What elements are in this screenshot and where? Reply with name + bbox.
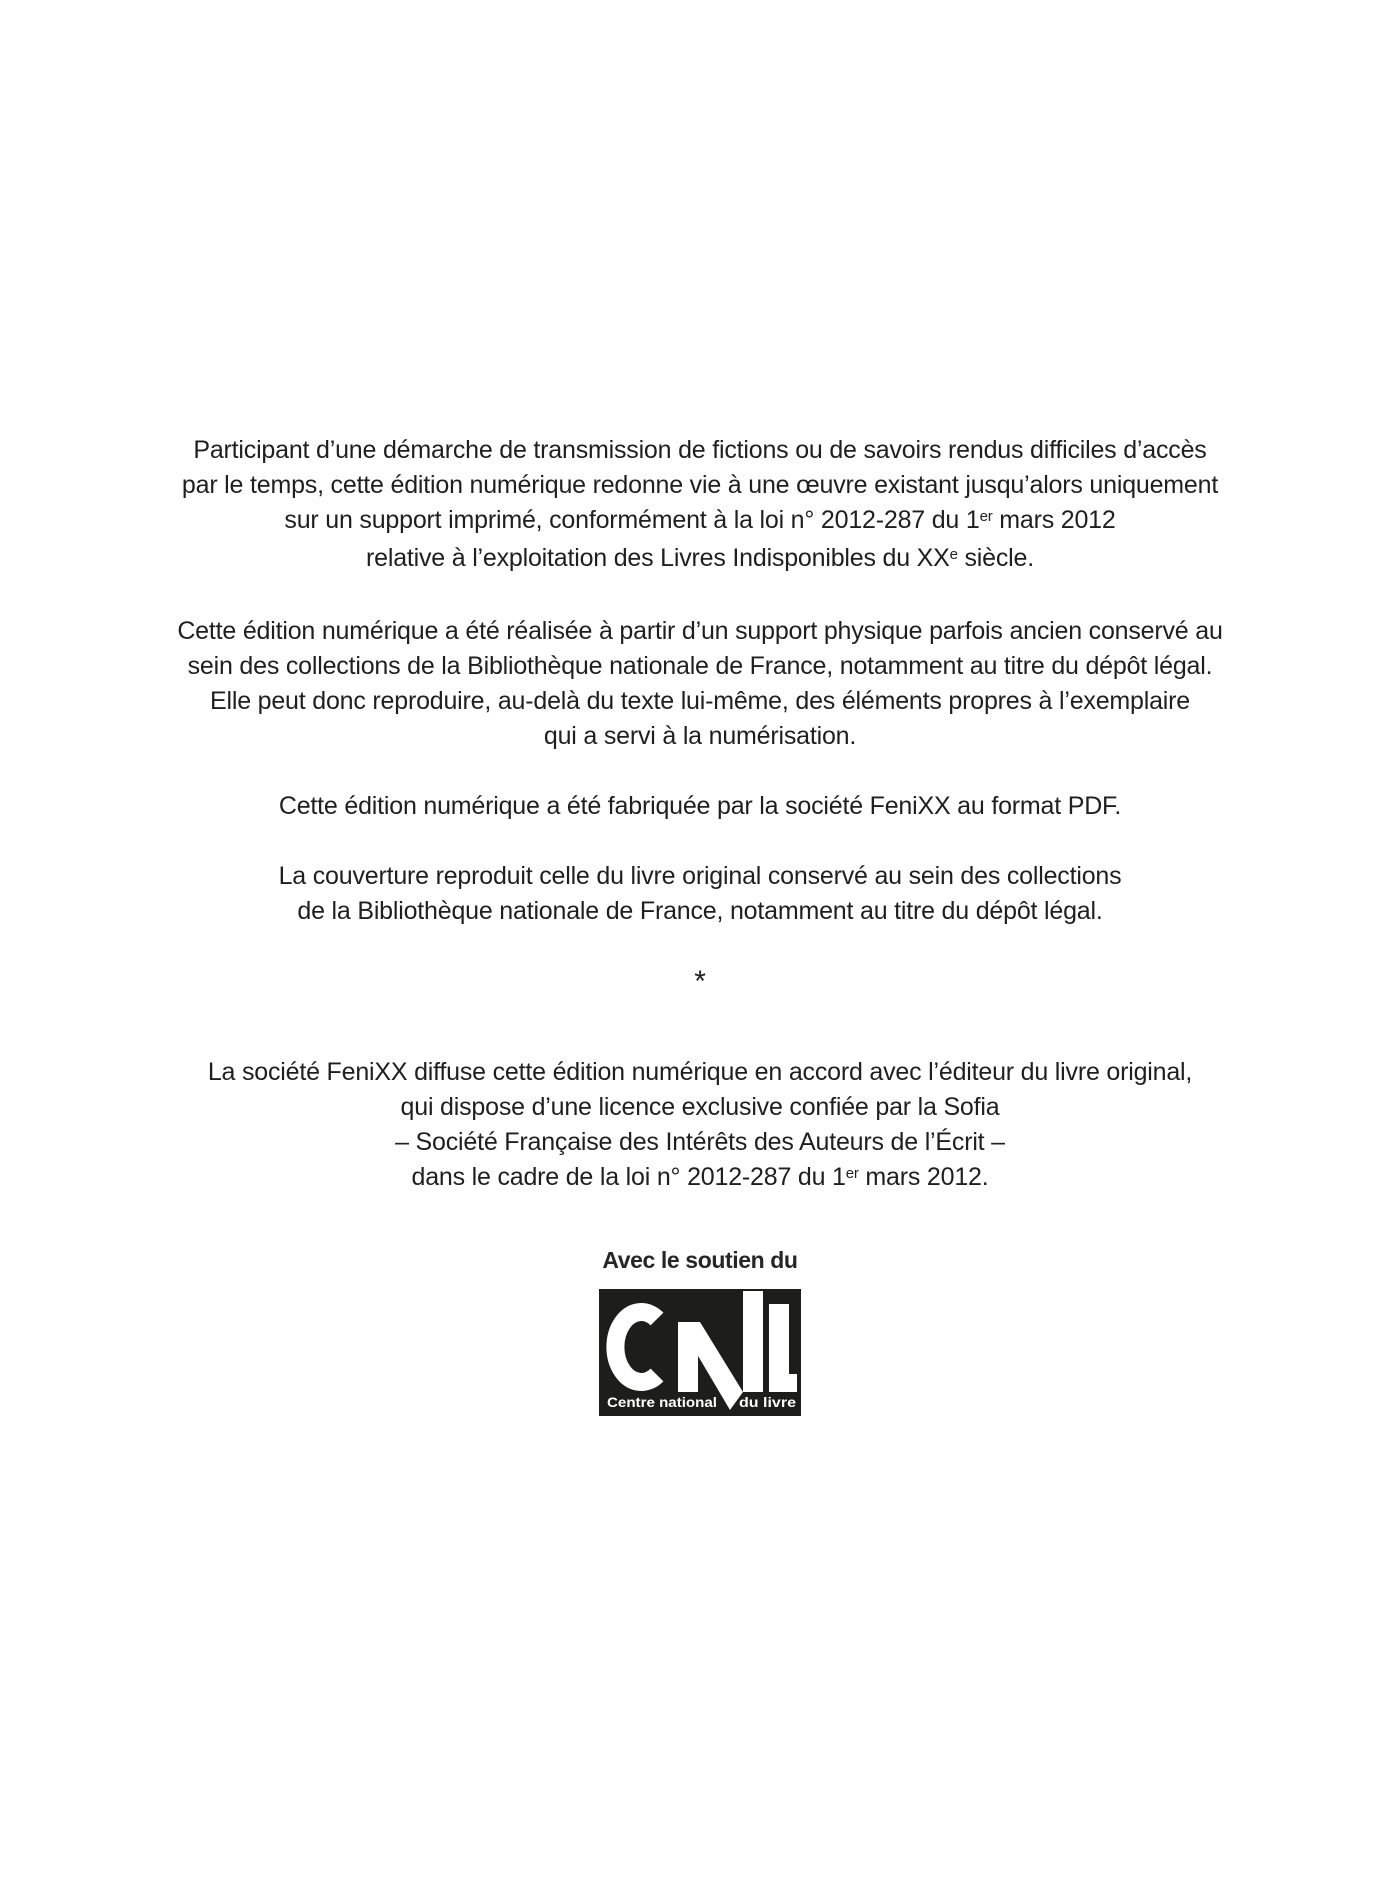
text-line: – Société Française des Intérêts des Auteurs de l’Écrit – xyxy=(395,1128,1005,1156)
paragraph-fenixx-pdf xyxy=(0,789,1400,824)
text-line: La société FeniXX diffuse cette édition numérique en accord avec l’éditeur du livre original, xyxy=(207,1058,1193,1086)
paragraph-diffusion-license xyxy=(0,1055,1400,1198)
text-line: La couverture reproduit celle du livre original conservé au sein des collections xyxy=(278,862,1122,890)
paragraph-source-bnf xyxy=(0,614,1400,754)
superscript: e xyxy=(949,546,958,564)
text-line: Cette édition numérique a été fabriquée par la société FeniXX au format PDF. xyxy=(278,792,1122,820)
text-line: dans le cadre de la loi n° 2012-287 du 1er mars 2012. xyxy=(411,1163,989,1191)
cnl-caption-left: Centre national xyxy=(607,1394,717,1410)
letter-n-right-stem xyxy=(743,1291,763,1392)
text-line: relative à l’exploitation des Livres Indisponibles du XXe siècle. xyxy=(366,544,1034,572)
text-line: Participant d’une démarche de transmission de fictions ou de savoirs rendus difficiles d’accès xyxy=(193,436,1207,464)
edition-notice xyxy=(0,433,1400,1233)
paragraph-legal-framework xyxy=(0,433,1400,579)
text-line: sur un support imprimé, conformément à la loi n° 2012-287 du 1er mars 2012 xyxy=(284,506,1116,534)
text-line: qui a servi à la numérisation. xyxy=(543,722,857,750)
cnl-logo xyxy=(599,1289,801,1416)
text-line: sein des collections de la Bibliothèque nationale de France, notamment au titre du dépôt légal. xyxy=(187,652,1213,680)
text-line: qui dispose d’une licence exclusive confiée par la Sofia xyxy=(400,1093,1000,1121)
cnl-caption-right: du livre xyxy=(739,1394,797,1410)
superscript: er xyxy=(845,1165,859,1183)
paragraph-cover xyxy=(0,859,1400,929)
cnl-support-text: Avec le soutien du xyxy=(602,1247,798,1273)
asterisk-separator: * xyxy=(694,965,706,998)
text-line: Cette édition numérique a été réalisée à partir d’un support physique parfois ancien conservé au xyxy=(177,617,1223,645)
text-line: par le temps, cette édition numérique redonne vie à une œuvre existant jusqu’alors uniquement xyxy=(181,471,1219,499)
text-line: de la Bibliothèque nationale de France, notamment au titre du dépôt légal. xyxy=(297,897,1103,925)
cnl-logo-graphic xyxy=(599,1289,801,1416)
superscript: er xyxy=(979,508,993,526)
text-line: Elle peut donc reproduire, au-delà du texte lui-même, des éléments propres à l’exemplaire xyxy=(210,687,1190,715)
